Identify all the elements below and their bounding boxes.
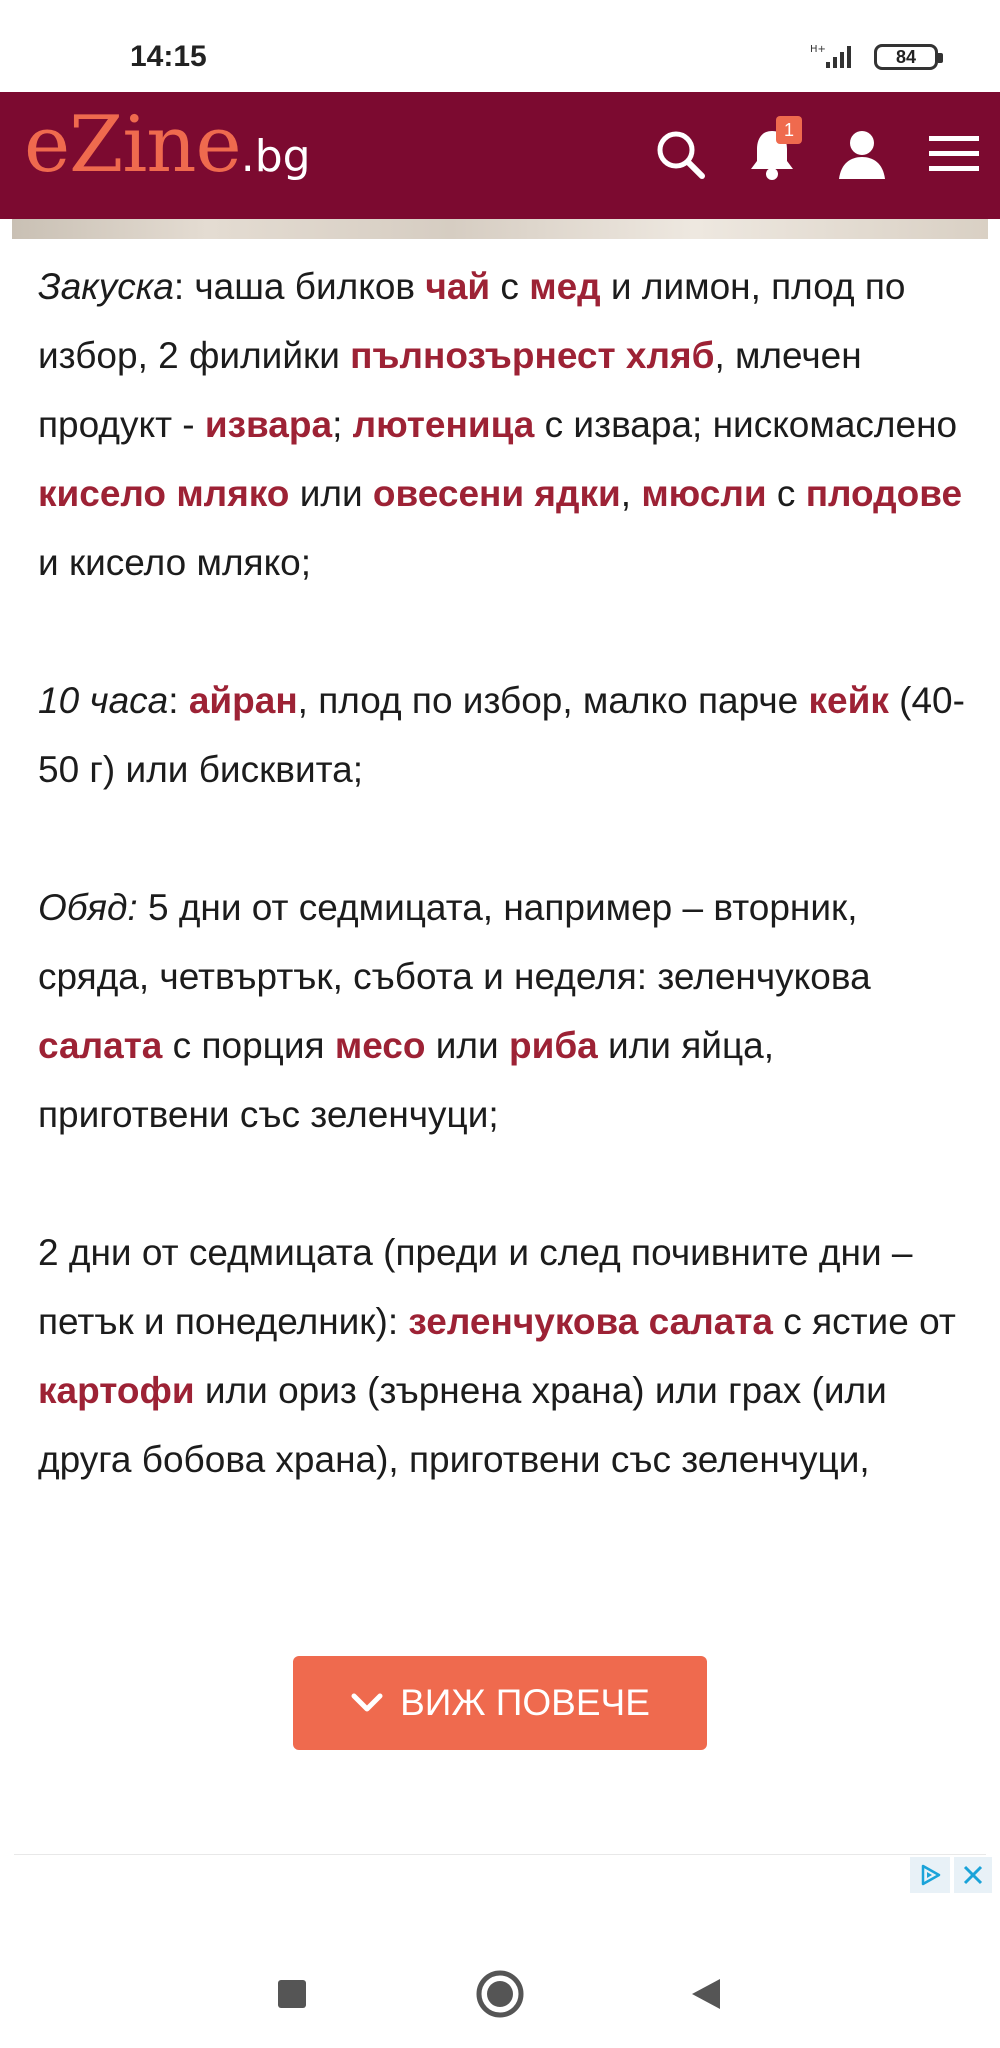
back-icon[interactable] <box>678 1966 734 2022</box>
link-fish[interactable]: риба <box>508 1025 598 1066</box>
logo-tld: .bg <box>240 131 311 182</box>
adchoices-icon[interactable] <box>910 1857 950 1893</box>
battery-indicator <box>874 44 938 70</box>
text-fragment: 2 дни от седмицата (преди и след почивните дни – петък и понеделник): <box>38 1232 913 1342</box>
network-label: H+ <box>810 44 826 55</box>
status-time: 14:15 <box>130 40 207 73</box>
text-fragment: с порция <box>162 1025 335 1066</box>
link-cake[interactable]: кейк <box>808 680 889 721</box>
menu-icon[interactable] <box>922 122 986 186</box>
ad-banner[interactable] <box>14 1854 986 1926</box>
text-fragment: или ориз (зърнена храна) или грах (или друга бобова храна), приготвени със зеленчуци, <box>38 1370 887 1480</box>
text-fragment: (40-50 г) или бисквита; <box>38 680 965 790</box>
chevron-down-icon <box>350 1692 384 1714</box>
system-navigation-bar <box>0 1926 1000 2048</box>
meal-label: Обяд: <box>38 887 138 928</box>
link-fruits[interactable]: плодове <box>805 473 963 514</box>
link-wholegrain-bread[interactable]: пълнозърнест хляб <box>350 335 715 376</box>
text-fragment: , млечен продукт - <box>38 335 862 445</box>
user-icon[interactable] <box>830 122 894 186</box>
text-fragment: ; <box>332 404 353 445</box>
text-fragment: и кисело мляко; <box>38 542 312 583</box>
notification-badge: 1 <box>776 116 802 144</box>
link-yogurt[interactable]: кисело мляко <box>38 473 290 514</box>
text-fragment: 5 дни от седмицата, например – вторник, сряда, четвъртък, събота и неделя: зеленчукова <box>38 887 871 997</box>
signal-icon <box>808 42 858 70</box>
see-more-button[interactable] <box>293 1656 707 1750</box>
site-header <box>0 92 1000 219</box>
link-oats[interactable]: овесени ядки <box>372 473 621 514</box>
text-fragment: с ястие от <box>773 1301 956 1342</box>
close-icon[interactable] <box>954 1857 992 1893</box>
link-ayran[interactable]: айран <box>188 680 298 721</box>
meal-label: Закуска <box>38 266 174 307</box>
search-icon[interactable] <box>648 122 712 186</box>
link-lyutenitsa[interactable]: лютеница <box>352 404 535 445</box>
text-fragment: : <box>168 680 189 721</box>
text-fragment: : <box>173 266 195 307</box>
link-honey[interactable]: мед <box>529 266 601 307</box>
site-logo[interactable] <box>24 100 311 190</box>
paragraph-lunch <box>38 873 968 1149</box>
notifications-button[interactable] <box>740 119 804 186</box>
text-fragment: и лимон, плод по избор, 2 филийки <box>38 266 906 376</box>
logo-main: eZine <box>24 100 241 190</box>
text-fragment: с <box>490 266 530 307</box>
text-fragment: или <box>425 1025 509 1066</box>
text-fragment: с <box>766 473 806 514</box>
meal-label: 10 часа <box>38 680 169 721</box>
link-cottage-cheese[interactable]: извара <box>204 404 333 445</box>
text-fragment: или яйца, приготвени със зеленчуци; <box>38 1025 774 1135</box>
status-bar <box>0 0 1000 92</box>
home-icon[interactable] <box>472 1966 528 2022</box>
text-fragment: или <box>289 473 373 514</box>
text-fragment: чаша билков <box>194 266 426 307</box>
link-meat[interactable]: месо <box>334 1025 426 1066</box>
paragraph-snack <box>38 666 968 804</box>
link-muesli[interactable]: мюсли <box>641 473 767 514</box>
see-more-label: ВИЖ ПОВЕЧЕ <box>400 1682 650 1723</box>
link-tea[interactable]: чай <box>425 266 491 307</box>
text-fragment: , плод по избор, малко парче <box>297 680 809 721</box>
paragraph-breakfast <box>38 252 968 597</box>
link-potatoes[interactable]: картофи <box>38 1370 195 1411</box>
text-fragment: с извара; нискомаслено <box>534 404 958 445</box>
link-vegetable-salad[interactable]: зеленчукова салата <box>408 1301 774 1342</box>
paragraph-lunch-alt <box>38 1218 968 1494</box>
recents-icon[interactable] <box>264 1966 320 2022</box>
article-image-edge <box>12 219 988 239</box>
battery-level: 84 <box>895 46 917 67</box>
link-salad[interactable]: салата <box>38 1025 163 1066</box>
article-body <box>38 252 968 1494</box>
text-fragment: , <box>620 473 642 514</box>
